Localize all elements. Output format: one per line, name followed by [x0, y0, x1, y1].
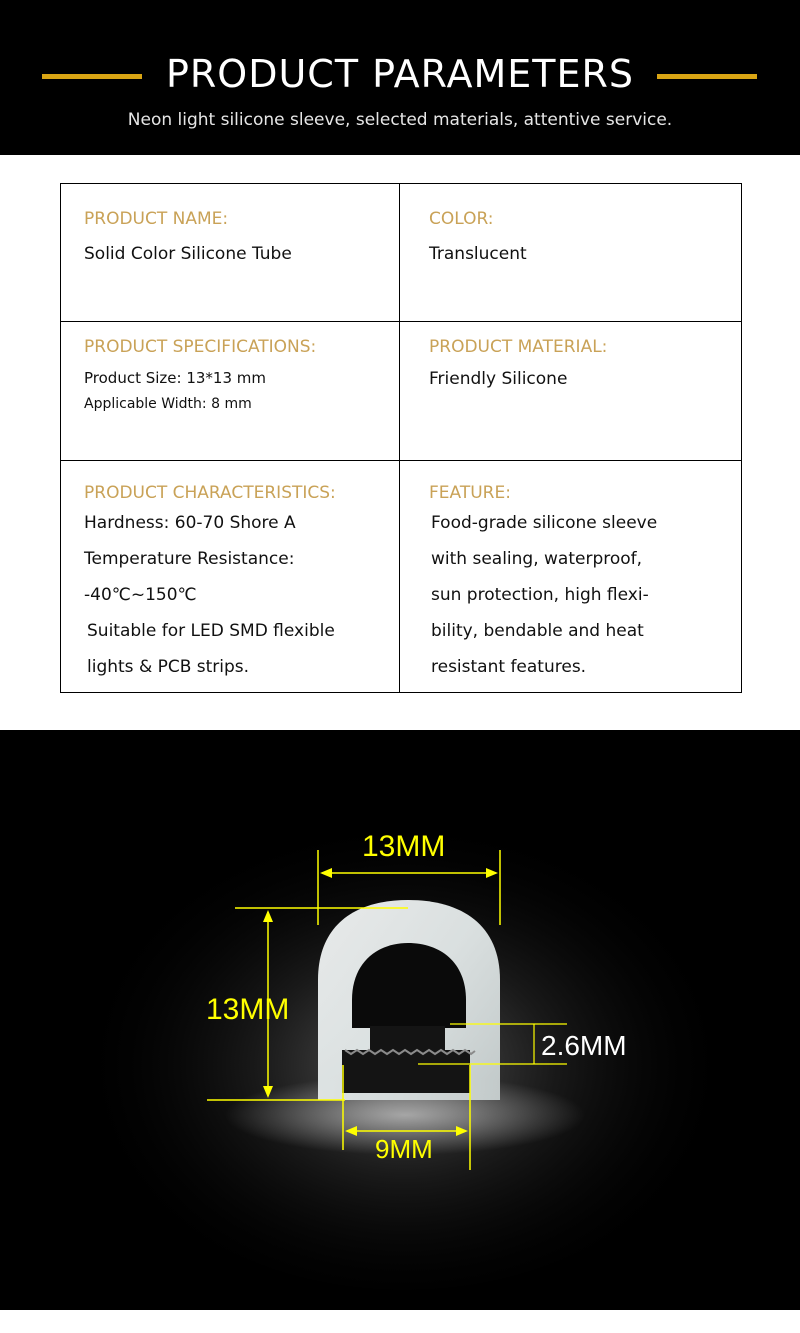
characteristics-line: Suitable for LED SMD flexible — [87, 621, 335, 641]
page-subtitle: Neon light silicone sleeve, selected materials, attentive service. — [127, 110, 673, 130]
product-name-label: PRODUCT NAME: — [84, 209, 229, 229]
parameters-table — [60, 183, 742, 693]
feature-line: with sealing, waterproof, — [431, 549, 643, 569]
specifications-line: Applicable Width: 8 mm — [84, 396, 252, 412]
material-value: Friendly Silicone — [429, 369, 568, 389]
material-cell — [429, 335, 607, 391]
specifications-line: Product Size: 13*13 mm — [84, 369, 266, 387]
material-label: PRODUCT MATERIAL: — [429, 337, 608, 357]
color-value: Translucent — [429, 244, 527, 264]
table-divider — [61, 321, 741, 322]
top-width-label: 13MM — [362, 830, 446, 863]
color-label: COLOR: — [429, 209, 494, 229]
header-banner — [0, 0, 800, 155]
feature-line: bility, bendable and heat — [431, 621, 644, 641]
characteristics-line: Hardness: 60-70 Shore A — [84, 513, 296, 533]
height-label: 13MM — [206, 993, 290, 1026]
feature-line: resistant features. — [431, 657, 587, 677]
slot-depth-label: 2.6MM — [541, 1030, 627, 1061]
page-title: PRODUCT PARAMETERS — [165, 52, 634, 96]
characteristics-cell — [84, 481, 336, 685]
feature-line: Food-grade silicone sleeve — [431, 513, 658, 533]
characteristics-label: PRODUCT CHARACTERISTICS: — [84, 483, 336, 503]
bottom-width-label: 9MM — [375, 1134, 433, 1164]
dimension-illustration — [0, 730, 800, 1310]
color-cell — [429, 207, 527, 266]
product-name-value: Solid Color Silicone Tube — [84, 244, 292, 264]
characteristics-line: -40℃~150℃ — [84, 585, 197, 605]
feature-line: sun protection, high flexi- — [431, 585, 649, 605]
feature-label: FEATURE: — [429, 483, 511, 503]
specifications-label: PRODUCT SPECIFICATIONS: — [84, 337, 317, 357]
specifications-cell — [84, 335, 316, 415]
product-dimension-photo — [0, 730, 800, 1310]
table-divider — [61, 460, 741, 461]
table-column-divider — [399, 184, 400, 692]
feature-cell — [429, 481, 657, 685]
product-name-cell — [84, 207, 292, 266]
characteristics-line: lights & PCB strips. — [87, 657, 250, 677]
characteristics-line: Temperature Resistance: — [84, 549, 295, 569]
